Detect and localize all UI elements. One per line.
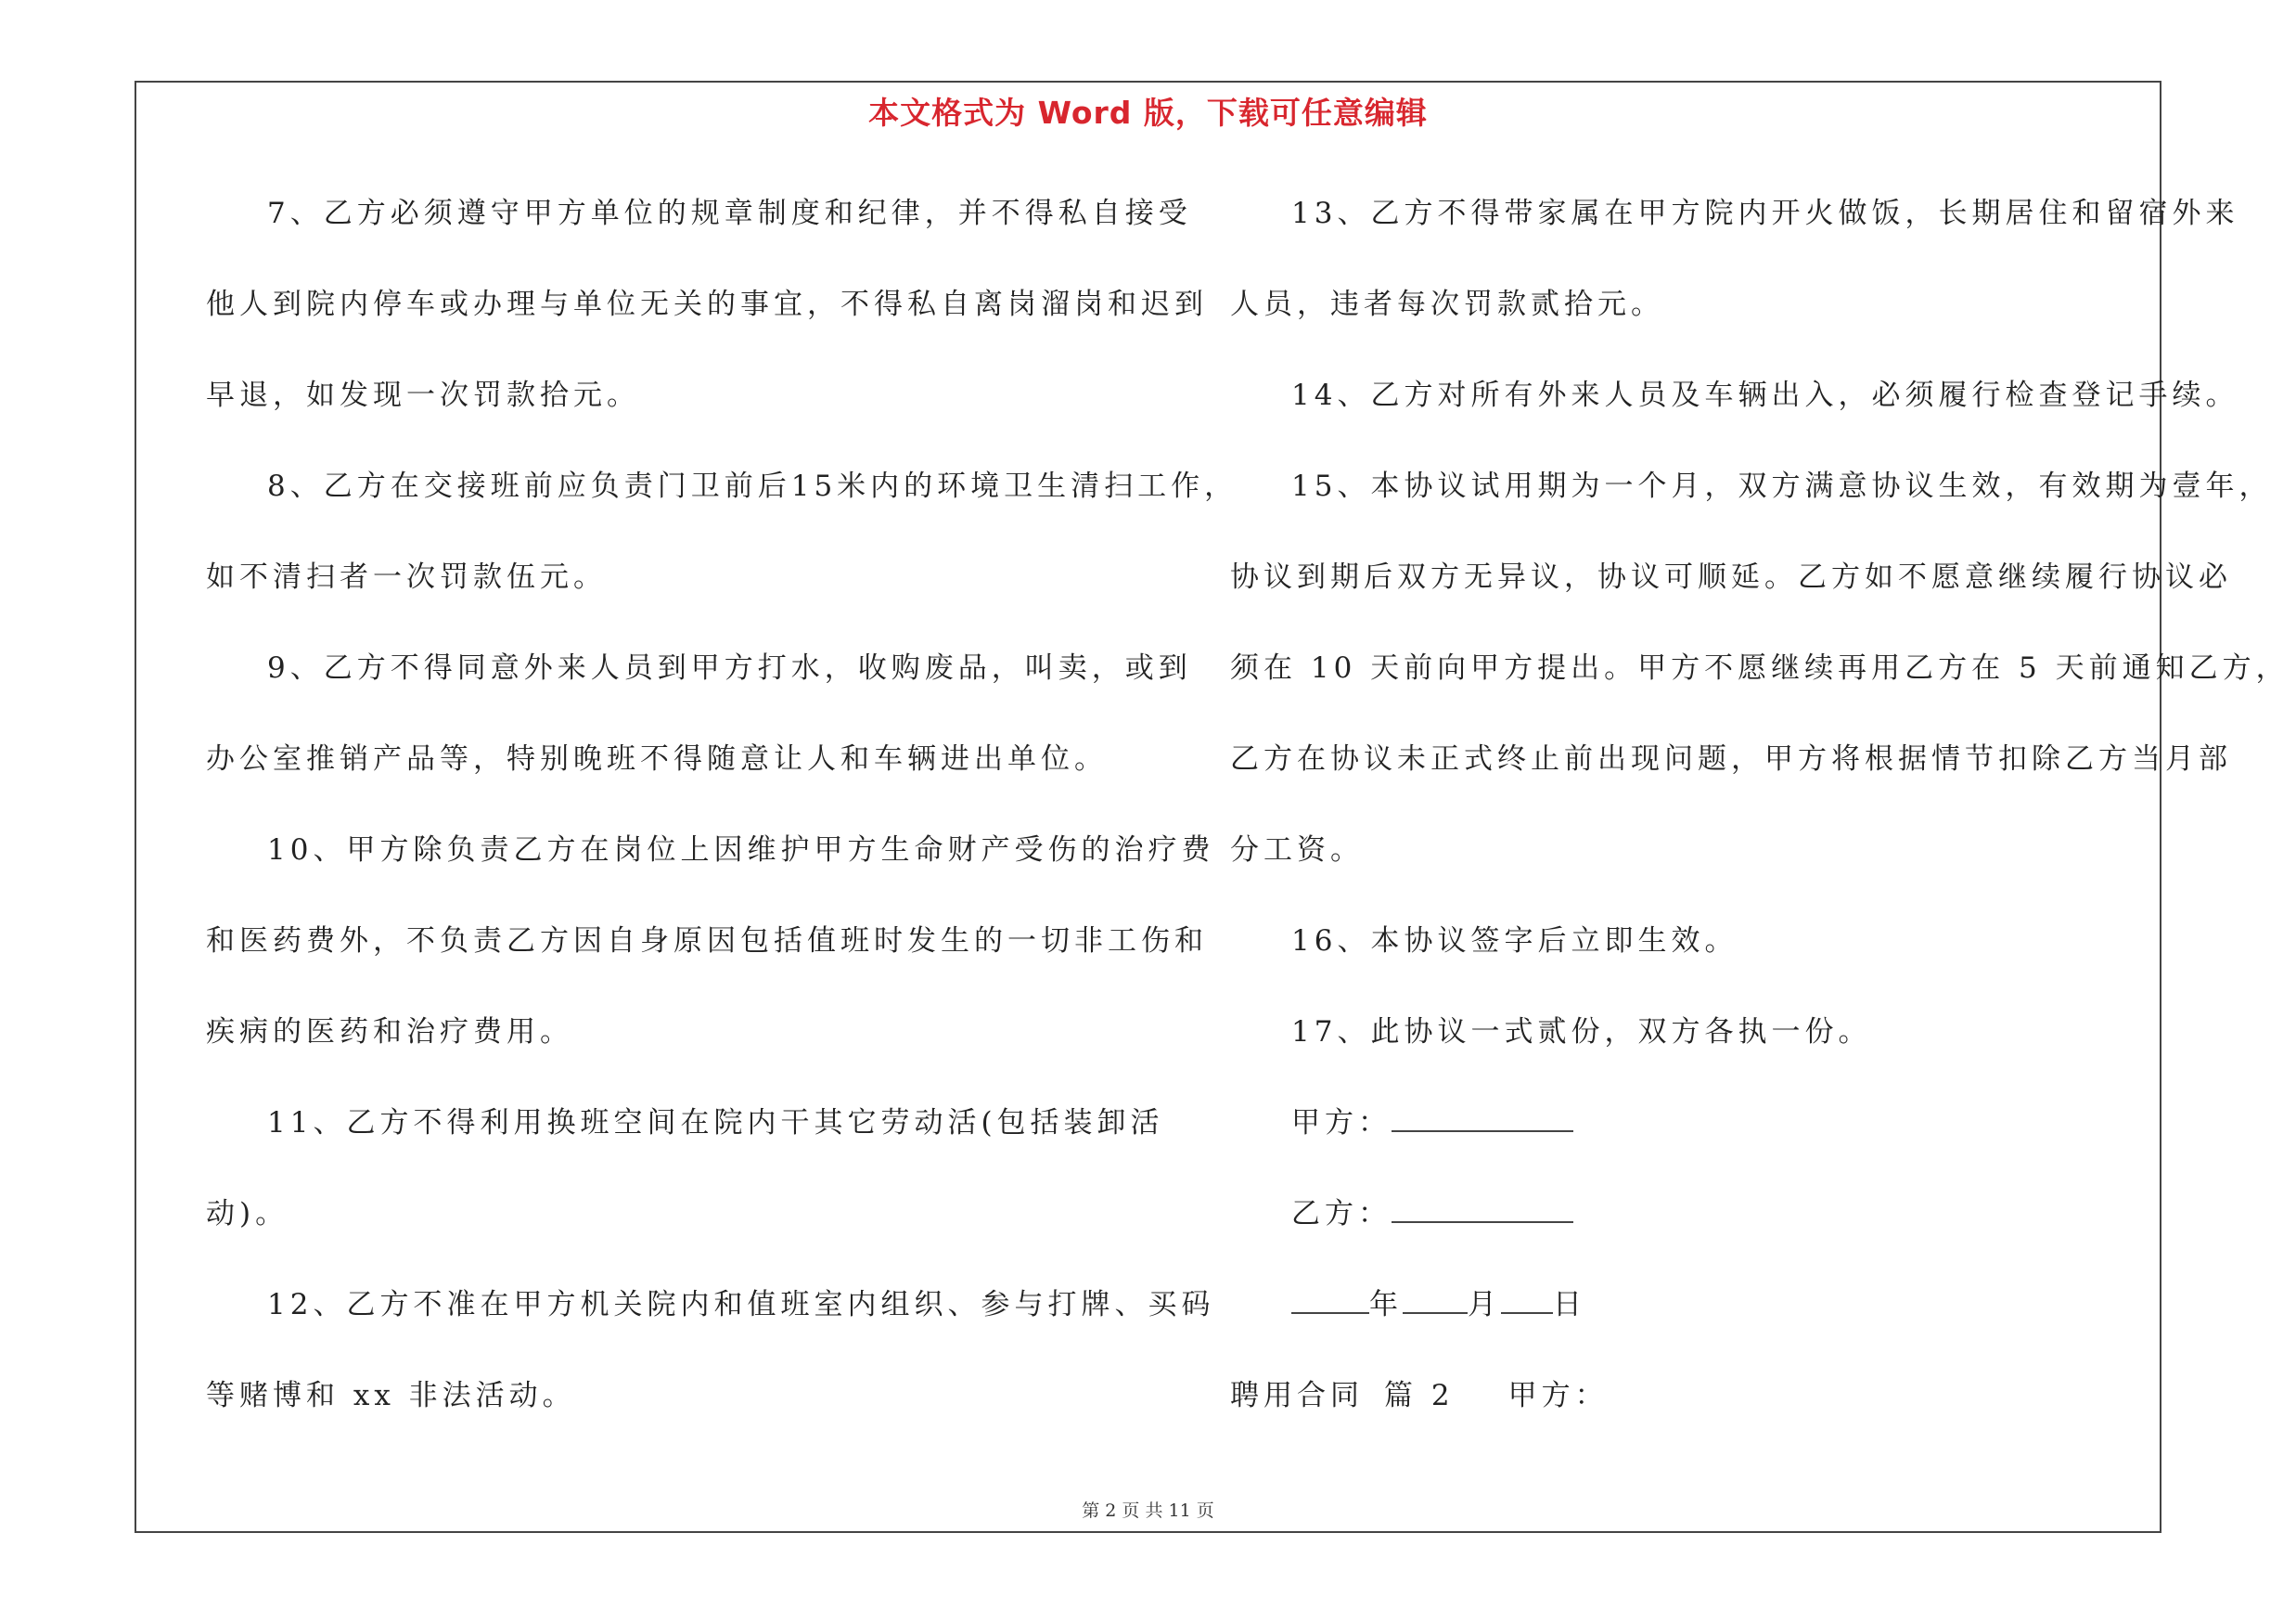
section-part: 篇 2	[1384, 1379, 1455, 1412]
clause-line: 13、乙方不得带家属在甲方院内开火做饭，长期居住和留宿外来	[1291, 197, 2239, 230]
left-column	[206, 186, 1238, 1459]
day-blank	[1501, 1288, 1553, 1314]
date-line	[1230, 1277, 2167, 1368]
clause-line: 如不清扫者一次罚款伍元。	[206, 560, 607, 594]
clause-line: 10、甲方除负责乙方在岗位上因维护甲方生命财产受伤的治疗费	[267, 833, 1215, 867]
party-b-blank	[1392, 1197, 1573, 1223]
day-label: 日	[1553, 1288, 1586, 1321]
right-column	[1230, 186, 2290, 1459]
page-number-footer: 第 2 页 共 11 页	[1082, 1501, 1214, 1521]
section-party-label: 甲方：	[1507, 1379, 1609, 1412]
clause-line: 8、乙方在交接班前应负责门卫前后15米内的环境卫生清扫工作，	[267, 470, 1238, 503]
month-label: 月	[1468, 1288, 1501, 1321]
clause-line: 15、本协议试用期为一个月，双方满意协议生效，有效期为壹年，	[1291, 470, 2273, 503]
clause-line: 他人到院内停车或办理与单位无关的事宜，不得私自离岗溜岗和迟到	[206, 288, 1208, 321]
clause-line: 动)。	[206, 1197, 289, 1230]
party-b-label: 乙方：	[1291, 1197, 1392, 1230]
party-a-blank	[1392, 1106, 1573, 1132]
clause-line: 疾病的医药和治疗费用。	[206, 1015, 573, 1049]
clause-line: 11、乙方不得利用换班空间在院内干其它劳动活(包括装卸活	[267, 1106, 1164, 1140]
party-a-label: 甲方：	[1291, 1106, 1392, 1140]
party-b-signature	[1230, 1186, 2167, 1277]
header-banner: 本文格式为 Word 版，下载可任意编辑	[868, 95, 1428, 131]
clause-line: 协议到期后双方无异议，协议可顺延。乙方如不愿意继续履行协议必	[1230, 560, 2232, 594]
section-title: 聘用合同	[1230, 1379, 1364, 1412]
clause-line: 人员，违者每次罚款贰拾元。	[1230, 288, 1664, 321]
clause-line: 须在 10 天前向甲方提出。甲方不愿继续再用乙方在 5 天前通知乙方，	[1230, 651, 2290, 685]
next-section-heading	[1230, 1368, 2167, 1459]
year-label: 年	[1369, 1288, 1403, 1321]
clause-line: 分工资。	[1230, 833, 1364, 867]
clause-line: 12、乙方不准在甲方机关院内和值班室内组织、参与打牌、买码	[267, 1288, 1215, 1321]
clause-line: 9、乙方不得同意外来人员到甲方打水，收购废品，叫卖，或到	[267, 651, 1192, 685]
clause-line: 办公室推销产品等，特别晚班不得随意让人和车辆进出单位。	[206, 742, 1108, 776]
party-a-signature	[1230, 1095, 2167, 1186]
clause-line: 7、乙方必须遵守甲方单位的规章制度和纪律，并不得私自接受	[267, 197, 1192, 230]
clause-line: 16、本协议签字后立即生效。	[1291, 924, 1738, 958]
clause-line: 和医药费外，不负责乙方因自身原因包括值班时发生的一切非工伤和	[206, 924, 1208, 958]
year-blank	[1291, 1288, 1369, 1314]
clause-line: 等赌博和 xx 非法活动。	[206, 1379, 576, 1412]
clause-line: 早退，如发现一次罚款拾元。	[206, 379, 640, 412]
month-blank	[1403, 1288, 1468, 1314]
clause-line: 乙方在协议未正式终止前出现问题，甲方将根据情节扣除乙方当月部	[1230, 742, 2232, 776]
clause-line: 17、此协议一式贰份，双方各执一份。	[1291, 1015, 1872, 1049]
clause-line: 14、乙方对所有外来人员及车辆出入，必须履行检查登记手续。	[1291, 379, 2239, 412]
